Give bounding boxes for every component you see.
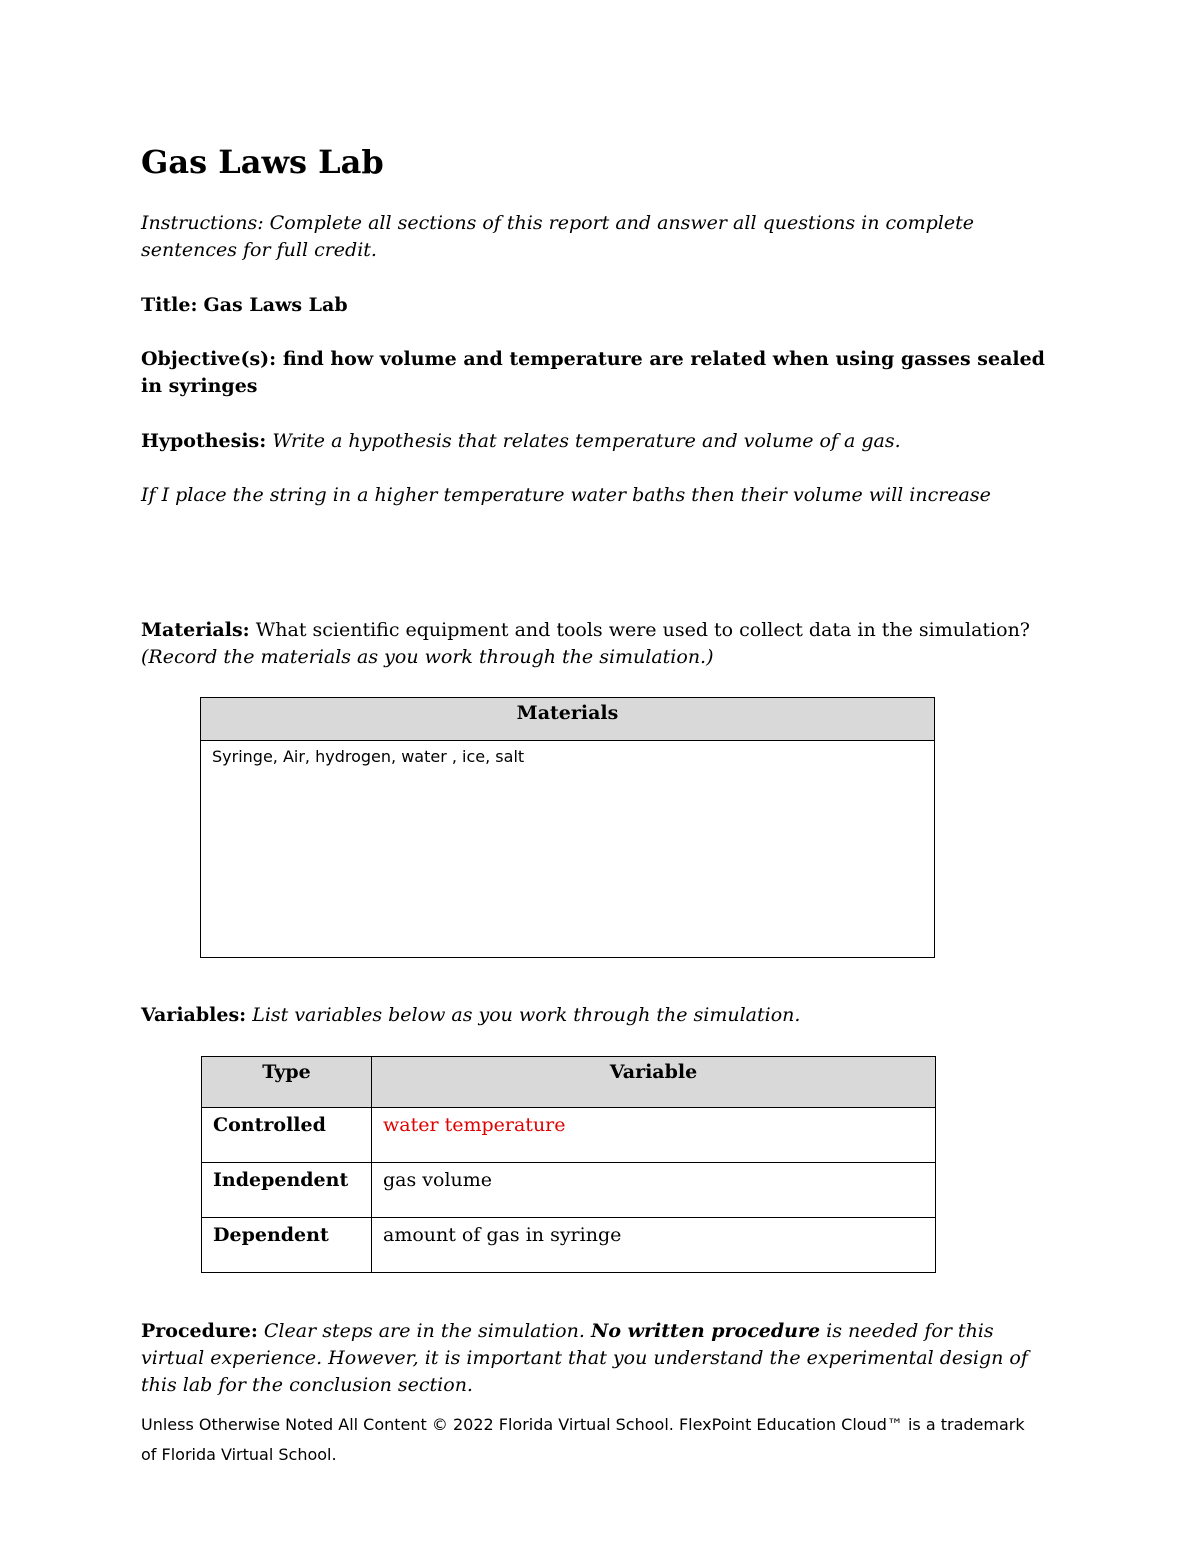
page-title: Gas Laws Lab <box>141 143 384 181</box>
objective-line <box>141 346 1061 400</box>
procedure-text-2: is needed for this virtual experience. However, it is important that you understand the experimental design of this lab for the conclusion section. <box>141 1320 1028 1396</box>
table-row <box>202 1163 936 1218</box>
row-variable: water temperature <box>372 1108 936 1163</box>
variables-line <box>141 1002 1061 1029</box>
materials-note: (Record the materials as you work through the simulation.) <box>141 646 714 668</box>
objective-value: find how volume and temperature are related when using gasses sealed in syringes <box>141 348 1045 397</box>
materials-content: Syringe, Air, hydrogen, water , ice, salt <box>201 741 935 958</box>
row-type: Controlled <box>202 1108 372 1163</box>
type-header: Type <box>202 1057 372 1108</box>
variables-label: Variables: <box>141 1004 247 1026</box>
hypothesis-label: Hypothesis: <box>141 430 267 452</box>
materials-line <box>141 617 1061 671</box>
materials-table <box>200 697 935 958</box>
instructions-text: Instructions: Complete all sections of this report and answer all questions in complete sentences for full credit. <box>141 212 974 261</box>
row-variable: amount of gas in syringe <box>372 1218 936 1273</box>
copyright-footer: Unless Otherwise Noted All Content © 2022 Florida Virtual School. FlexPoint Education Cloud™ is a trademark of Florida Virtual School. <box>141 1415 1025 1464</box>
objective-label: Objective(s): <box>141 348 277 370</box>
variable-header: Variable <box>372 1057 936 1108</box>
hypothesis-line <box>141 428 1061 455</box>
variables-header-row <box>202 1057 936 1108</box>
row-type: Independent <box>202 1163 372 1218</box>
variables-prompt: List variables below as you work through the simulation. <box>252 1004 801 1026</box>
table-row <box>202 1108 936 1163</box>
row-variable: gas volume <box>372 1163 936 1218</box>
hypothesis-answer: If I place the string in a higher temperature water baths then their volume will increase <box>141 484 991 506</box>
procedure-label: Procedure: <box>141 1320 258 1342</box>
materials-label: Materials: <box>141 619 250 641</box>
title-value: Gas Laws Lab <box>203 294 348 316</box>
row-type: Dependent <box>202 1218 372 1273</box>
materials-prompt: What scientific equipment and tools were used to collect data in the simulation? <box>255 619 1030 641</box>
materials-header-row <box>201 698 935 741</box>
procedure-text-1: Clear steps are in the simulation. <box>263 1320 585 1342</box>
materials-content-row <box>201 741 935 958</box>
title-label: Title: <box>141 294 198 316</box>
title-line <box>141 292 1061 319</box>
procedure-bold: No written procedure <box>590 1320 821 1342</box>
procedure-line <box>141 1318 1061 1399</box>
table-row <box>202 1218 936 1273</box>
variables-table <box>201 1056 936 1273</box>
materials-header: Materials <box>201 698 935 741</box>
hypothesis-prompt: Write a hypothesis that relates temperature and volume of a gas. <box>272 430 901 452</box>
